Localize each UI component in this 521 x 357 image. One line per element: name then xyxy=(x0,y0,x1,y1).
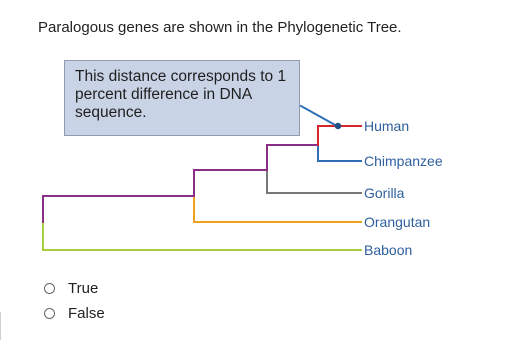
species-label-gorilla: Gorilla xyxy=(364,185,405,201)
distance-callout: This distance corresponds to 1 percent difference in DNA sequence. xyxy=(64,60,300,136)
species-label-orangutan: Orangutan xyxy=(364,214,431,230)
species-label-human: Human xyxy=(364,118,410,134)
species-label-baboon: Baboon xyxy=(364,242,413,258)
species-labels xyxy=(364,118,443,258)
pointer-line xyxy=(301,106,337,126)
option-true-label: True xyxy=(68,280,99,297)
option-false-label: False xyxy=(68,305,105,322)
radio-false[interactable] xyxy=(44,308,55,319)
option-false[interactable] xyxy=(44,301,105,326)
radio-true[interactable] xyxy=(44,283,55,294)
pointer-dot xyxy=(335,123,341,129)
species-label-chimpanzee: Chimpanzee xyxy=(364,153,443,169)
left-edge-marker xyxy=(0,312,1,340)
tree-branches xyxy=(43,126,361,250)
option-true[interactable] xyxy=(44,276,105,301)
answer-options xyxy=(44,276,105,326)
question-text: Paralogous genes are shown in the Phylogenetic Tree. xyxy=(38,19,402,36)
